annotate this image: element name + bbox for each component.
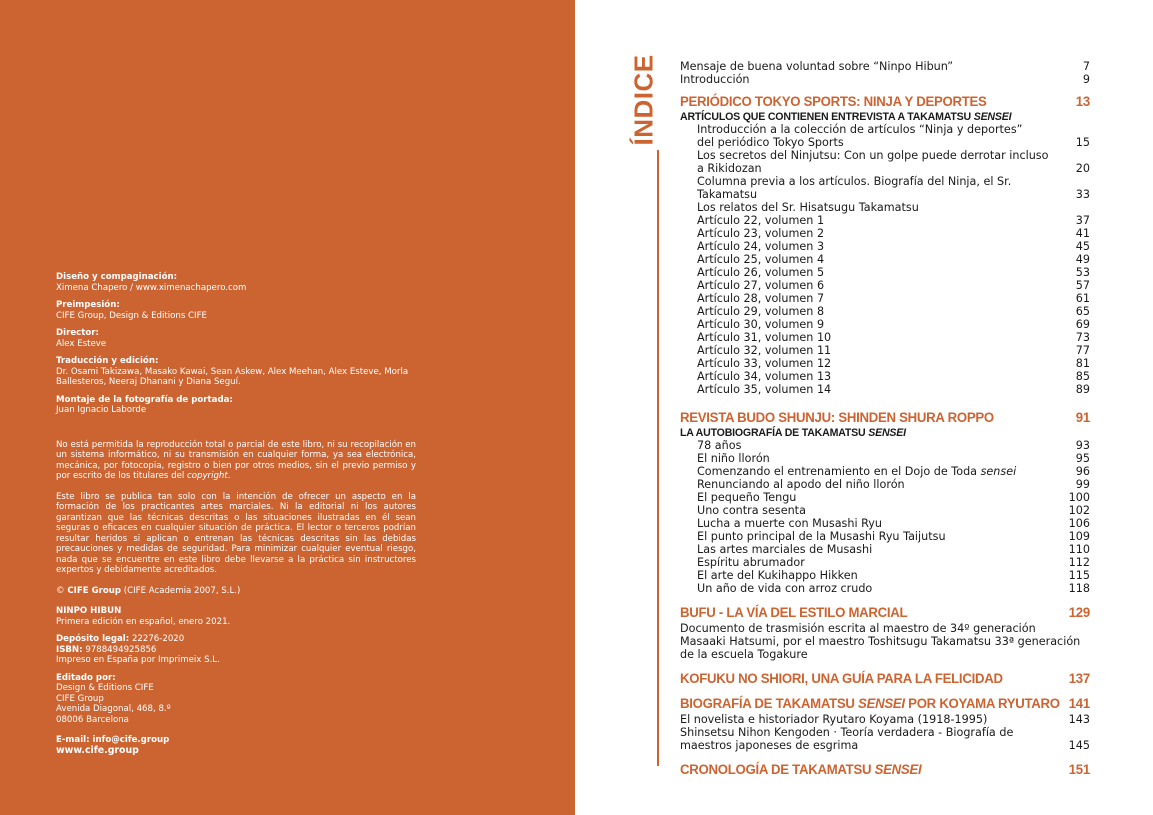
toc-entry[interactable]: Artículo 29, volumen 8 65 <box>697 305 1090 318</box>
toc-section-budo-shunju[interactable]: REVISTA BUDO SHUNJU: SHINDEN SHURA ROPPO 91 <box>680 410 1090 426</box>
legal-paragraph-2: Este libro se publica tan solo con la intención de ofrecer un aspecto en la formación de los practicantes artes marciales. Ni la editorial ni los autores garantizan que las técnicas descritas o las situaciones ilustradas en él sean seguras o eficaces en cualquier situación de práctica. El lector o terceros podrían resultar heridos si aplican o entrenan las técnicas descritas sin las debidas precauciones y medidas de seguridad. Para minimizar cualquier eventual riesgo, nada que se encuentre en este libro debe llevarse a la práctica sin instructores expertos y debidamente acreditados. <box>56 491 416 575</box>
toc-entry[interactable]: Comenzando el entrenamiento en el Dojo de Toda sensei 96 <box>697 465 1090 478</box>
credit-block: Montaje de la fotografía de portada: Juan Ignacio Laborde <box>56 394 233 415</box>
toc-entry[interactable]: El niño llorón 95 <box>697 452 1090 465</box>
colophon-page <box>0 0 575 815</box>
toc-section-cronologia[interactable]: CRONOLOGÍA DE TAKAMATSU SENSEI 151 <box>680 762 1090 778</box>
toc-entry[interactable]: 78 años 93 <box>697 439 1090 452</box>
toc-entry[interactable]: a Rikidozan 20 <box>697 162 1090 175</box>
toc-entry[interactable]: Introducción a la colección de artículos “Ninja y deportes” <box>697 123 1023 136</box>
credit-block: Traducción y edición: Dr. Osami Takizawa, Masako Kawai, Sean Askew, Alex Meehan, Alex Esteve, Morla Ballesteros, Neeraj Dhanani y Diana Seguí. <box>56 356 409 387</box>
legal-notice <box>56 440 416 597</box>
toc-entry[interactable]: Espíritu abrumador 112 <box>697 556 1090 569</box>
toc-entry[interactable]: El punto principal de la Musashi Ryu Taijutsu 109 <box>697 530 1090 543</box>
toc-entry[interactable]: Artículo 35, volumen 14 89 <box>697 383 1090 396</box>
toc-entry[interactable]: Las artes marciales de Musashi 110 <box>697 543 1090 556</box>
page-number: 145 <box>1068 739 1090 752</box>
toc-description: Documento de trasmisión escrita al maestro de 34º generación Masaaki Hatsumi, por el maestro Toshitsugu Takamatsu 33ª generación de la escuela Togakure <box>680 622 1081 661</box>
website-link[interactable]: www.cife.group <box>56 744 139 756</box>
credit-block: Preimpesión: CIFE Group, Design & Editions CIFE <box>56 300 207 321</box>
page-number: 65 <box>1075 305 1090 318</box>
copyright-line: © CIFE Group (CIFE Academia 2007, S.L.) <box>56 585 241 596</box>
toc-entry[interactable]: Artículo 22, volumen 1 37 <box>697 214 1090 227</box>
toc-entry[interactable]: Los secretos del Ninjutsu: Con un golpe puede derrotar incluso <box>697 149 1049 162</box>
page-number: 45 <box>1075 240 1090 253</box>
legal-paragraph-1: No está permitida la reproducción total o parcial de este libro, ni su recopilación en un sistema informático, ni su transmisión en cualquier forma, ya sea electrónica, mecánica, por fotocopia, registro o bien por otros medios, sin el previo permiso y por escrito de los titulares del copyright. <box>56 439 416 481</box>
page-number: 93 <box>1075 439 1090 452</box>
table-of-contents <box>680 60 1090 779</box>
toc-section-bufu[interactable]: BUFU - LA VÍA DEL ESTILO MARCIAL 129 <box>680 605 1090 621</box>
legal-deposit-info: Depósito legal: 22276-2020 ISBN: 9788494925856 Impreso en España por Imprimeix S.L. <box>56 634 220 665</box>
toc-entry[interactable]: Renunciando al apodo del niño llorón 99 <box>697 478 1090 491</box>
page-number: 112 <box>1068 556 1090 569</box>
page-number: 53 <box>1075 266 1090 279</box>
toc-entry[interactable]: Uno contra sesenta 102 <box>697 504 1090 517</box>
page-number: 33 <box>1075 188 1090 201</box>
page-number: 95 <box>1075 452 1090 465</box>
email-link[interactable]: E-mail: info@cife.group <box>56 735 170 745</box>
page-number: 102 <box>1068 504 1090 517</box>
toc-section-biografia[interactable]: BIOGRAFÍA DE TAKAMATSU SENSEI POR KOYAMA RYUTARO 141 <box>680 696 1090 712</box>
page-number: 57 <box>1075 279 1090 292</box>
toc-section-tokyo-sports[interactable]: PERIÓDICO TOKYO SPORTS: NINJA Y DEPORTES 13 <box>680 94 1090 110</box>
page-number: 96 <box>1075 465 1090 478</box>
contact-info <box>56 735 416 756</box>
page-number: 81 <box>1075 357 1090 370</box>
page-number: 77 <box>1075 344 1090 357</box>
page-number: 20 <box>1075 162 1090 175</box>
toc-entry[interactable]: Un año de vida con arroz crudo 118 <box>697 582 1090 595</box>
page-number: 110 <box>1068 543 1090 556</box>
toc-entry[interactable]: Artículo 32, volumen 11 77 <box>697 344 1090 357</box>
toc-section-kofuku[interactable]: KOFUKU NO SHIORI, UNA GUÍA PARA LA FELICIDAD 137 <box>680 671 1090 687</box>
publisher-info: Editado por: Design & Editions CIFE CIFE Group Avenida Diagonal, 468, 8.º 08006 Barcelona <box>56 672 171 725</box>
toc-entry[interactable]: El arte del Kukihappo Hikken 115 <box>697 569 1090 582</box>
toc-entry[interactable]: Lucha a muerte con Musashi Ryu 106 <box>697 517 1090 530</box>
toc-entry[interactable]: Artículo 27, volumen 6 57 <box>697 279 1090 292</box>
toc-entry[interactable]: Artículo 24, volumen 3 45 <box>697 240 1090 253</box>
toc-entry[interactable]: Introducción 9 <box>680 73 1090 86</box>
page-number: 143 <box>1068 713 1090 726</box>
page-number: 89 <box>1075 383 1090 396</box>
credit-block: Diseño y compaginación: Ximena Chapero / www.ximenachapero.com <box>56 272 247 293</box>
toc-entry[interactable]: Artículo 28, volumen 7 61 <box>697 292 1090 305</box>
toc-entry[interactable]: El novelista e historiador Ryutaro Koyama (1918-1995) 143 <box>680 713 1090 726</box>
page-number: 73 <box>1075 331 1090 344</box>
index-label: ÍNDICE <box>628 54 659 146</box>
page-number: 7 <box>1082 60 1090 73</box>
page-number: 41 <box>1075 227 1090 240</box>
page-number: 106 <box>1068 517 1090 530</box>
page-number: 100 <box>1068 491 1090 504</box>
page-number: 9 <box>1082 73 1090 86</box>
page-number: 85 <box>1075 370 1090 383</box>
toc-subsection: ARTÍCULOS QUE CONTIENEN ENTREVISTA A TAKAMATSU SENSEI <box>680 111 1012 123</box>
toc-entry[interactable]: Los relatos del Sr. Hisatsugu Takamatsu <box>697 201 919 214</box>
page-number: 49 <box>1075 253 1090 266</box>
toc-entry[interactable]: Artículo 26, volumen 5 53 <box>697 266 1090 279</box>
toc-entry[interactable]: Artículo 25, volumen 4 49 <box>697 253 1090 266</box>
edition-info: NINPO HIBUN Primera edición en español, enero 2021. <box>56 606 231 627</box>
credit-block: Director: Alex Esteve <box>56 328 107 349</box>
toc-entry[interactable]: Shinsetsu Nihon Kengoden · Teoría verdadera - Biografía de <box>680 726 1014 739</box>
page-number: 61 <box>1075 292 1090 305</box>
page-number: 37 <box>1075 214 1090 227</box>
toc-entry[interactable]: Artículo 33, volumen 12 81 <box>697 357 1090 370</box>
toc-entry[interactable]: Artículo 31, volumen 10 73 <box>697 331 1090 344</box>
toc-subsection: LA AUTOBIOGRAFÍA DE TAKAMATSU SENSEI <box>680 427 906 439</box>
page-number: 99 <box>1075 478 1090 491</box>
page-number: 115 <box>1068 569 1090 582</box>
toc-entry[interactable]: Mensaje de buena voluntad sobre “Ninpo Hibun” 7 <box>680 60 1090 73</box>
page-number: 15 <box>1075 136 1090 149</box>
toc-entry[interactable]: Artículo 30, volumen 9 69 <box>697 318 1090 331</box>
toc-entry[interactable]: Artículo 23, volumen 2 41 <box>697 227 1090 240</box>
toc-entry[interactable]: Artículo 34, volumen 13 85 <box>697 370 1090 383</box>
toc-entry[interactable]: del periódico Tokyo Sports 15 <box>697 136 1090 149</box>
page-number: 69 <box>1075 318 1090 331</box>
index-rule <box>657 150 659 766</box>
toc-entry[interactable]: maestros japoneses de esgrima 145 <box>680 739 1090 752</box>
toc-entry[interactable]: El pequeño Tengu 100 <box>697 491 1090 504</box>
toc-entry[interactable]: Columna previa a los artículos. Biografía del Ninja, el Sr. Takamatsu 33 <box>697 175 1090 201</box>
page-number: 109 <box>1068 530 1090 543</box>
colophon <box>56 272 416 763</box>
page-number: 118 <box>1068 582 1090 595</box>
